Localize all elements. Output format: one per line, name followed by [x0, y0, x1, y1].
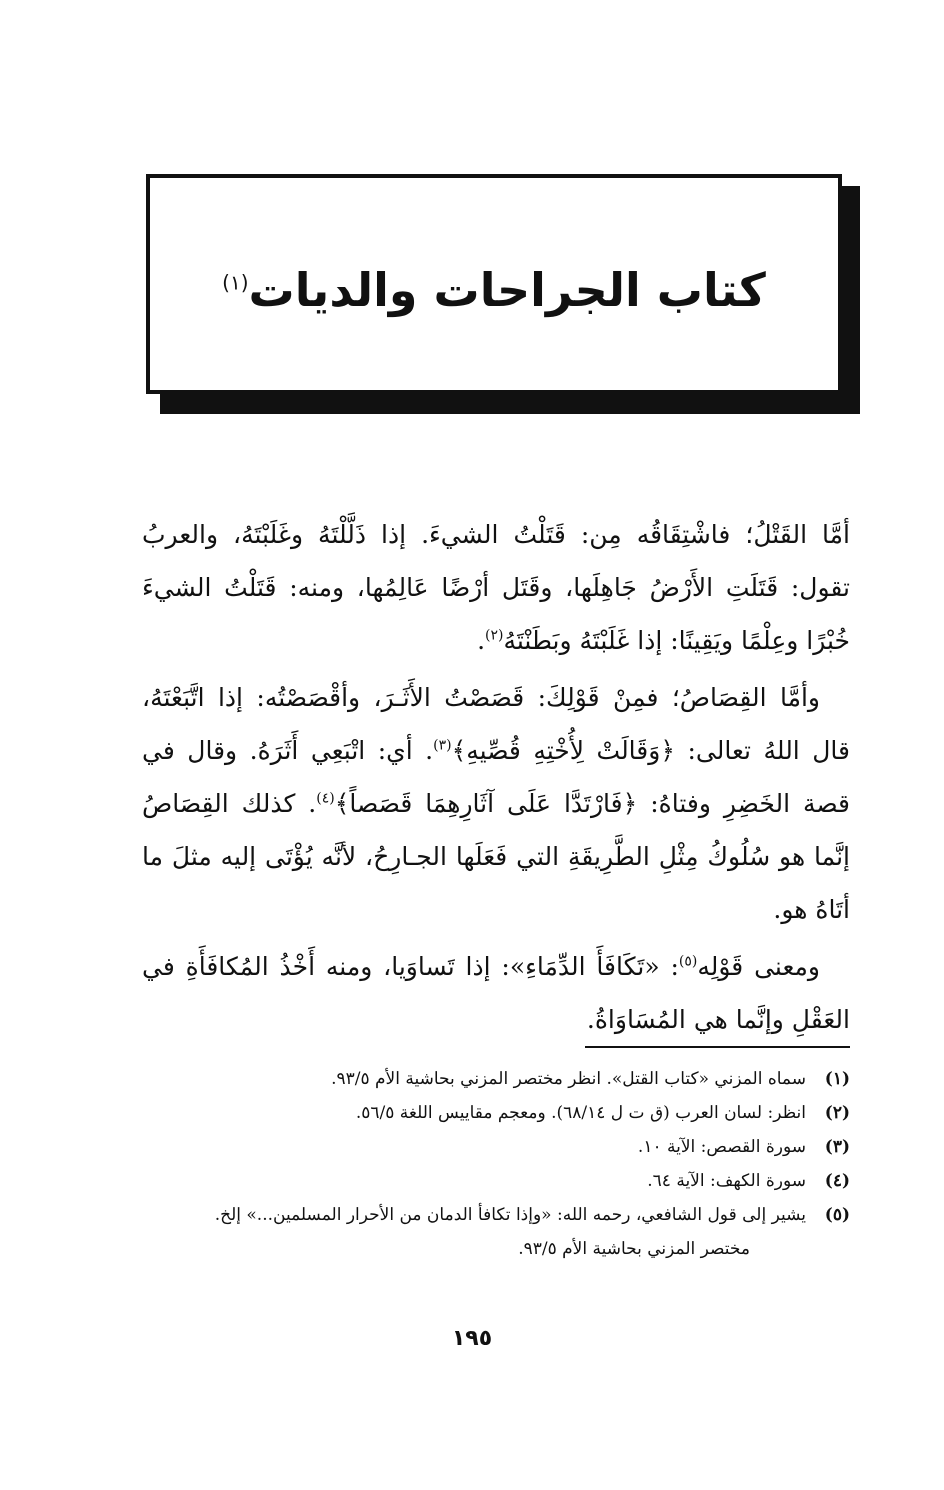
- footnote-4: [142, 1164, 850, 1198]
- footnote-text: يشير إلى قول الشافعي، رحمه الله: «وإذا تكافأ الدمان من الأحرار المسلمين...» إلخ.: [214, 1205, 806, 1225]
- footnote-text: سورة القصص: الآية ١٠.: [637, 1137, 806, 1157]
- footnote-ref: (٤): [316, 790, 335, 807]
- footnote-number: (٢): [824, 1103, 850, 1123]
- paragraph-tail: . أي: اتْبَعِي أَثَرَهُ. وقال في قصة الخَضِرِ وفتاهُ: ﴿فَارْتَدَّا عَلَى آثَارِهِمَا قَصَصاً﴾: [142, 736, 850, 818]
- paragraph-text: أمَّا القَتْلُ؛ فاشْتِقَاقُه مِن: قَتَلْتُ الشيءَ. إذا ذَلَّلْتَهُ وغَلَبْتَهُ، والعربُ تقول: قَتَلَتِ الأَرْضُ جَاهِلَها، وقَتَل أرْضًا عَالِمُها، ومنه: قَتَلْتُ الشيءَ خُبْرًا وعِلْمًا ويَقِينًا: إذا غَلَبْتَهُ وبَطَنْتَهُ: [142, 520, 850, 655]
- chapter-title-text: كتاب الجراحات والديات: [248, 263, 766, 317]
- footnote-number: (٥): [824, 1205, 850, 1225]
- chapter-title-note-ref: (١): [222, 270, 249, 295]
- footnote-number: (٤): [824, 1171, 850, 1191]
- footnote-separator: [585, 1046, 850, 1048]
- chapter-title-box: [146, 174, 842, 394]
- footnote-number: (١): [824, 1069, 850, 1089]
- paragraph-qatl: [142, 508, 850, 667]
- paragraph-tail: .: [477, 626, 486, 655]
- footnote-1: [142, 1062, 850, 1096]
- chapter-title: [222, 263, 766, 317]
- paragraph-tail: : «تَكَافَأَ الدِّمَاءِ»: إذا تَساوَيا، ومنه أَخْذُ المُكافَأَةِ في العَقْلِ وإنَّما هي المُسَاوَاةُ.: [142, 952, 850, 1034]
- page-number: ١٩٥: [451, 1326, 493, 1351]
- footnote-number: (٣): [824, 1137, 850, 1157]
- paragraph-text: وأمَّا القِصَاصُ؛ فمِنْ قَوْلِكَ: قَصَصْتُ الأَثَـرَ، وأقْصَصْتُه: إذا اتَّبَعْتَهُ، قال اللهُ تعالى: ﴿وَقَالَتْ لِأُخْتِهِ قُصِّيهِ﴾: [142, 683, 850, 765]
- paragraph-qisas: [142, 671, 850, 936]
- paragraph-tail: . كذلك القِصَاصُ إنَّما هو سُلُوكُ مِثْلِ الطَّرِيقَةِ التي فَعَلَها الجـارِحُ، لأنَّه يُؤْتَى إليه مثلَ ما أتَاهُ هو.: [142, 789, 850, 924]
- paragraph-takafu: [142, 940, 850, 1046]
- paragraph-text: ومعنى قَوْلِه: [697, 952, 820, 981]
- footnotes: [142, 1062, 850, 1266]
- footnote-text: انظر: لسان العرب (ق ت ل ٦٨/١٤). ومعجم مقاييس اللغة ٥٦/٥.: [355, 1103, 806, 1123]
- footnote-text: سورة الكهف: الآية ٦٤.: [647, 1171, 806, 1191]
- footnote-3: [142, 1130, 850, 1164]
- footnote-ref: (٢): [485, 627, 504, 644]
- main-text: [142, 508, 850, 1050]
- footnote-2: [142, 1096, 850, 1130]
- footnote-5: [142, 1198, 850, 1232]
- footnote-ref: (٥): [678, 953, 698, 970]
- footnote-5-continuation: مختصر المزني بحاشية الأم ٩٣/٥.: [518, 1239, 750, 1259]
- footnote-ref: (٣): [433, 737, 452, 754]
- footnote-text: سماه المزني «كتاب القتل». انظر مختصر المزني بحاشية الأم ٩٣/٥.: [331, 1069, 806, 1089]
